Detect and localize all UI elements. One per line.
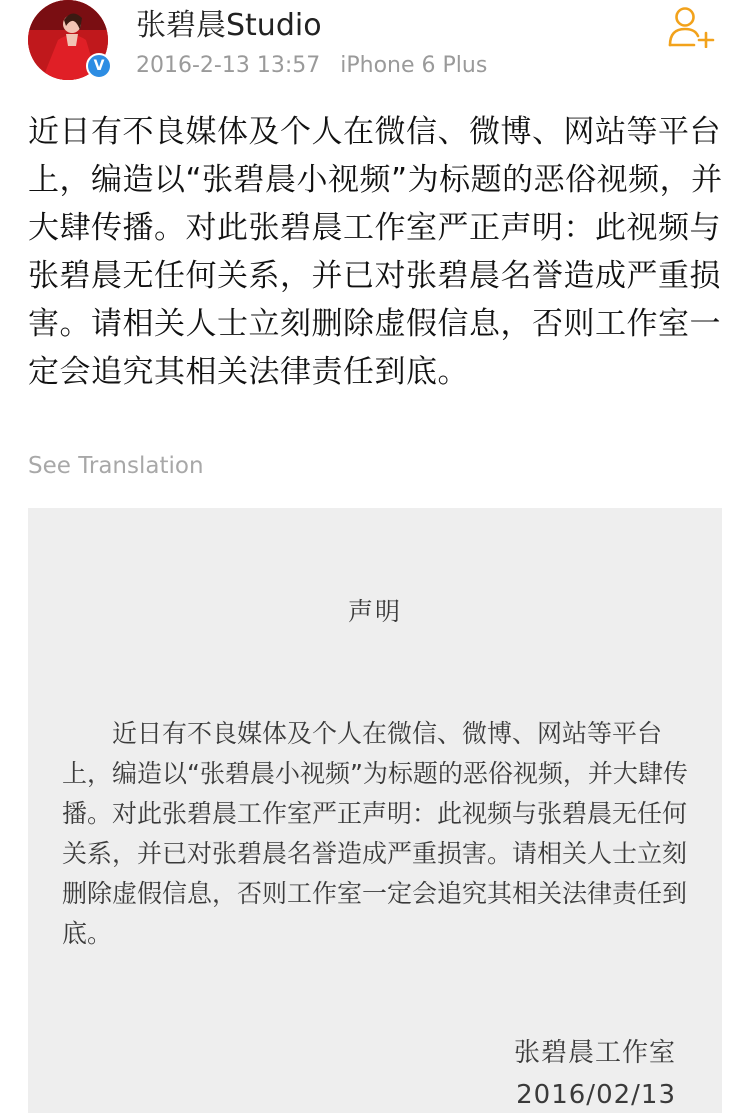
statement-body: 近日有不良媒体及个人在微信、微博、网站等平台上，编造以“张碧晨小视频”为标题的恶俗视频，并大肆传播。对此张碧晨工作室严正声明：此视频与张碧晨无任何关系，并已对张碧晨名誉造成严重损害。请相关人士立刻删除虚假信息，否则工作室一定会追究其相关法律责任到底。 <box>62 719 688 948</box>
post-text: 近日有不良媒体及个人在微信、微博、网站等平台上，编造以“张碧晨小视频”为标题的恶俗视频，并大肆传播。对此张碧晨工作室严正声明：此视频与张碧晨无任何关系，并已对张碧晨名誉造成严重损害。请相关人士立刻删除虚假信息，否则工作室一定会追究其相关法律责任到底。 <box>28 114 723 390</box>
see-translation-link[interactable]: See Translation <box>28 453 204 479</box>
follow-button[interactable] <box>668 6 718 48</box>
statement-title: 声明 <box>347 597 402 626</box>
statement-date: 2016/02/13 <box>516 1080 676 1110</box>
add-user-icon <box>668 6 718 48</box>
statement-signature: 张碧晨工作室 <box>513 1038 676 1068</box>
post-device: iPhone 6 Plus <box>340 53 488 78</box>
author-name[interactable]: 张碧晨Studio <box>136 8 322 43</box>
post-meta <box>136 50 487 82</box>
post-timestamp: 2016-2-13 13:57 <box>136 53 321 78</box>
verified-badge-icon: V <box>86 53 112 79</box>
post-header <box>0 0 750 100</box>
statement-image[interactable] <box>28 508 722 1113</box>
